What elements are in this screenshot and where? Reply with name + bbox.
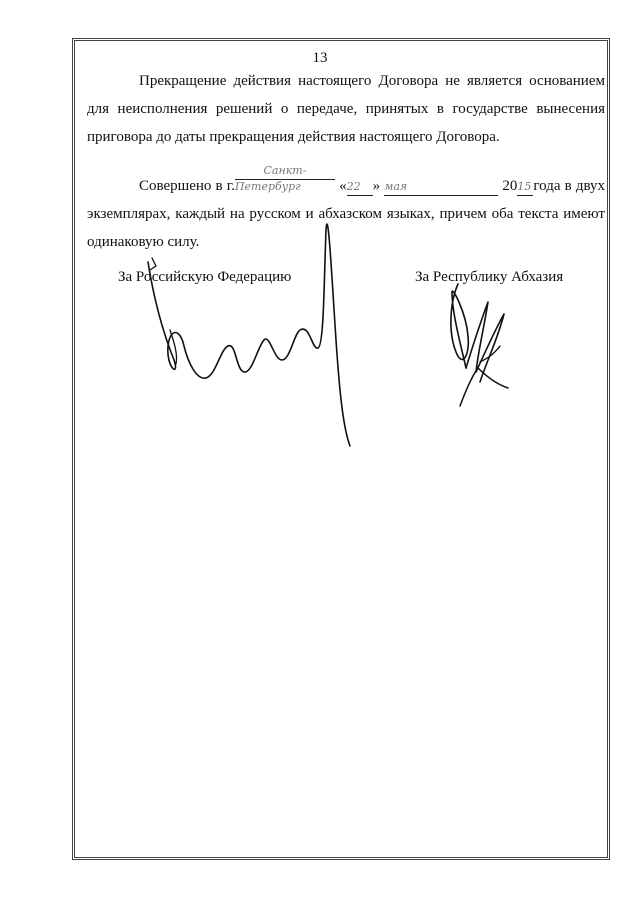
execution-paragraph (87, 163, 605, 256)
year-prefix: 20 (502, 178, 518, 194)
execution-line (87, 163, 605, 200)
page-number: 13 (312, 50, 328, 66)
abkhazia-signatory-label: За Республику Абхазия (415, 269, 564, 285)
month-blank: мая (384, 179, 498, 196)
done-at-text: Совершено в г. (139, 178, 235, 194)
year-tail: года в двух (533, 178, 606, 194)
quote-open: « (339, 178, 347, 194)
paragraph-line: приговора до даты прекращения действия настоящего Договора. (87, 129, 500, 145)
city-blank: Санкт-Петербург (235, 163, 335, 180)
paragraph-line: Прекращение действия настоящего Договора не является основанием (139, 73, 605, 89)
paragraph-line: для неисполнения решений о передаче, принятых в государстве вынесения (87, 101, 605, 117)
day-blank: 22 (347, 179, 373, 196)
paragraph-line: одинаковую силу. (87, 234, 200, 250)
termination-paragraph (87, 67, 605, 151)
year-blank: 15 (517, 179, 533, 196)
page-border (72, 38, 610, 860)
russia-signatory-label: За Российскую Федерацию (118, 269, 292, 285)
paragraph-line: экземплярах, каждый на русском и абхазском языках, причем оба текста имеют (87, 206, 605, 222)
quote-close: » (372, 178, 381, 194)
